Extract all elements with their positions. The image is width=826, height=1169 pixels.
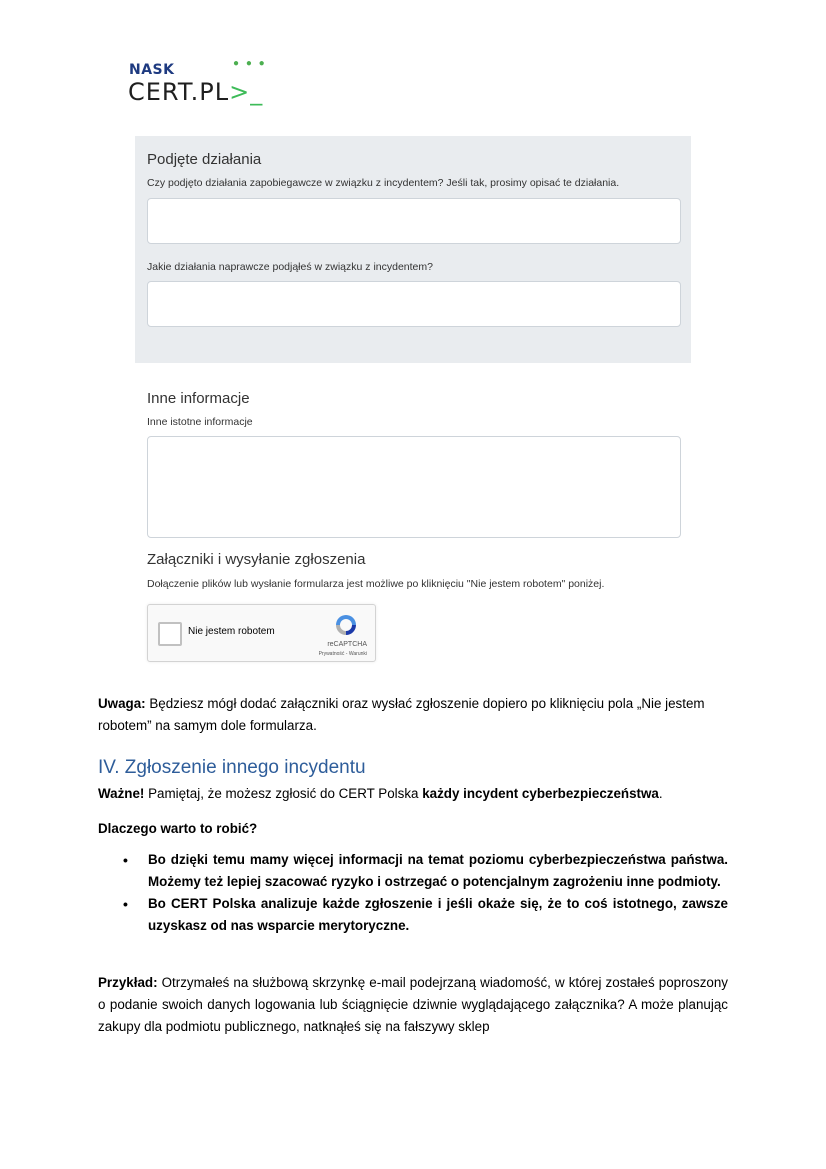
important-text: Pamiętaj, że możesz zgłosić do CERT Polska <box>144 786 423 801</box>
reasons-list <box>122 849 728 937</box>
important-label: Ważne! <box>98 786 145 801</box>
preventive-actions-field[interactable] <box>147 198 681 244</box>
note-label: Uwaga: <box>98 696 146 711</box>
captcha-checkbox[interactable] <box>158 622 182 646</box>
corrective-actions-field[interactable] <box>147 281 681 327</box>
cert-logo-text <box>128 78 263 106</box>
cert-pl-logo <box>128 58 268 108</box>
important-paragraph <box>98 783 728 805</box>
list-item: • Bo CERT Polska analizuje każde zgłoszenie i jeśli okaże się, że to coś istotnego, zawsze uzyskasz od nas wsparcie merytoryczne. <box>122 893 728 937</box>
other-info-label: Inne istotne informacje <box>147 416 253 428</box>
important-emphasis: każdy incydent cyberbezpieczeństwa <box>422 786 659 801</box>
actions-panel <box>135 136 691 363</box>
important-end: . <box>658 786 663 801</box>
cert-logo-word: CERT.PL <box>128 78 230 106</box>
preventive-question-label: Czy podjęto działania zapobiegawcze w związku z incydentem? Jeśli tak, prosimy opisać te działania. <box>147 177 620 189</box>
cert-logo-prompt: >_ <box>229 78 264 106</box>
captcha-label: Nie jestem robotem <box>188 626 275 637</box>
why-heading: Dlaczego warto to robić? <box>98 821 258 836</box>
actions-section-title: Podjęte działania <box>147 151 262 168</box>
example-label: Przykład: <box>98 975 158 990</box>
note-paragraph <box>98 693 728 737</box>
list-item: • Bo dzięki temu mamy więcej informacji na temat poziomu cyberbezpieczeństwa państwa. Możemy też lepiej szacować ryzyko i ostrzegać o potencjalnym zagrożeniu inne podmioty. <box>122 849 728 893</box>
note-text: Będziesz mógł dodać załączniki oraz wysłać zgłoszenie dopiero po kliknięciu pola „Nie jestem robotem” na samym dole formularza. <box>98 696 705 733</box>
nask-logo-text: NASK <box>129 62 175 78</box>
example-text: Otrzymałeś na służbową skrzynkę e-mail podejrzaną wiadomość, w której zostałeś poproszony o podanie swoich danych logowania lub ściągnięcie dziwnie wyglądającego załącznika? A może planując zakupy dla podmiotu publicznego, natknąłeś się na fałszywy sklep <box>98 975 728 1034</box>
other-info-title: Inne informacje <box>147 390 250 407</box>
recaptcha-icon <box>334 613 358 637</box>
recaptcha-links[interactable]: Prywatność - Warunki <box>318 651 367 657</box>
example-paragraph <box>98 972 728 1038</box>
other-info-textarea[interactable] <box>147 436 681 538</box>
recaptcha-widget <box>147 604 376 662</box>
attachments-help: Dołączenie plików lub wysłanie formularza jest możliwe po kliknięciu "Nie jestem robotem" poniżej. <box>147 578 605 590</box>
recaptcha-brand: reCAPTCHA <box>327 641 367 648</box>
attachments-title: Załączniki i wysyłanie zgłoszenia <box>147 551 366 568</box>
logo-dots-icon: ● ● ● <box>233 58 267 69</box>
corrective-question-label: Jakie działania naprawcze podjąłeś w związku z incydentem? <box>147 261 433 273</box>
section-heading: IV. Zgłoszenie innego incydentu <box>98 757 366 778</box>
